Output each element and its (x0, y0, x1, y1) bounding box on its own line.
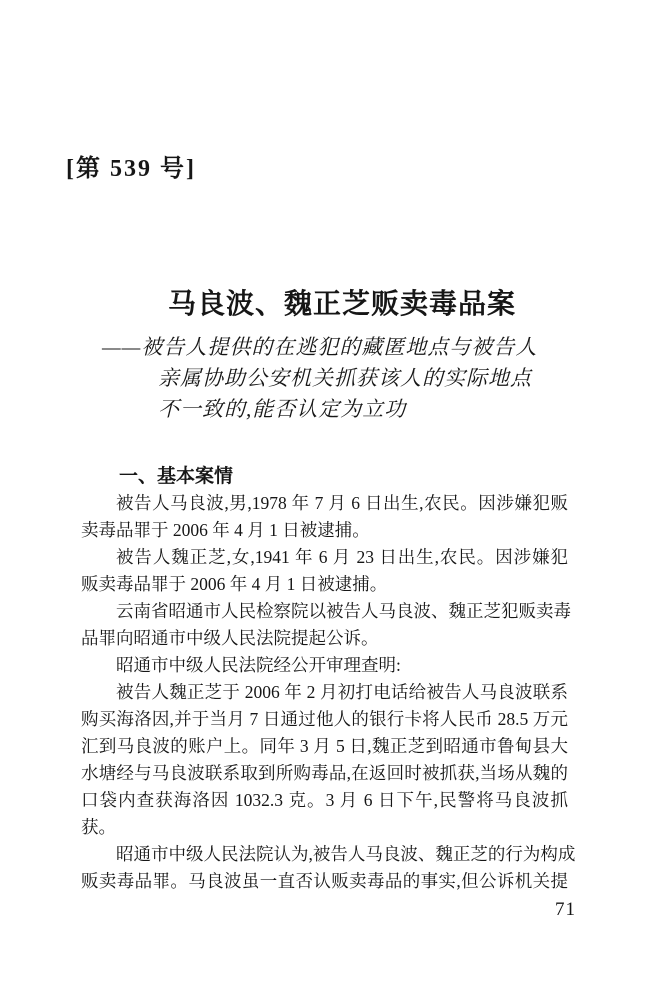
case-body (81, 463, 576, 895)
subtitle-line-1: ——被告人提供的在逃犯的藏匿地点与被告人 (102, 335, 538, 359)
paragraph-court-findings-intro (81, 652, 568, 679)
case-number-label: [第 539 号] (66, 156, 196, 182)
body-line: 被告人魏正芝于 2006 年 2 月初打电话给被告人马良波联系 (116, 682, 568, 702)
body-line: 口袋内查获海洛因 1032.3 克。3 月 6 日下午,民警将马良波抓 (81, 790, 568, 810)
section-heading-basic-facts: 一、基本案情 (119, 466, 234, 487)
subtitle-line-2: 亲属协助公安机关抓获该人的实际地点 (158, 366, 532, 390)
body-line: 获。 (81, 817, 116, 837)
case-subtitle (0, 332, 648, 425)
body-line: 汇到马良波的账户上。同年 3 月 5 日,魏正芝到昭通市鲁甸县大 (81, 736, 568, 756)
paragraph-case-facts (81, 679, 568, 841)
paragraph-prosecution (81, 598, 571, 652)
body-line: 被告人魏正芝,女,1941 年 6 月 23 日出生,农民。因涉嫌犯 (116, 547, 568, 567)
body-line: 被告人马良波,男,1978 年 7 月 6 日出生,农民。因涉嫌犯贩 (116, 493, 568, 513)
body-line: 品罪向昭通市中级人民法院提起公诉。 (81, 628, 379, 648)
paragraph-defendant-wei (81, 544, 568, 598)
body-line: 昭通市中级人民法院经公开审理查明: (116, 655, 401, 675)
page-number: 71 (555, 899, 576, 920)
body-line: 云南省昭通市人民检察院以被告人马良波、魏正芝犯贩卖毒 (116, 601, 571, 621)
body-line: 卖毒品罪于 2006 年 4 月 1 日被逮捕。 (81, 520, 370, 540)
body-line: 昭通市中级人民法院认为,被告人马良波、魏正芝的行为构成 (116, 844, 576, 864)
paragraph-defendant-ma (81, 490, 568, 544)
body-line: 贩卖毒品罪。马良波虽一直否认贩卖毒品的事实,但公诉机关提 (81, 871, 568, 891)
subtitle-line-3: 不一致的,能否认定为立功 (158, 397, 407, 421)
paragraph-court-opinion (81, 841, 576, 895)
body-line: 贩卖毒品罪于 2006 年 4 月 1 日被逮捕。 (81, 574, 388, 594)
case-title: 马良波、魏正芝贩卖毒品案 (167, 289, 516, 320)
body-line: 购买海洛因,并于当月 7 日通过他人的银行卡将人民币 28.5 万元 (81, 709, 568, 729)
body-line: 水塘经与马良波联系取到所购毒品,在返回时被抓获,当场从魏的 (81, 763, 568, 783)
